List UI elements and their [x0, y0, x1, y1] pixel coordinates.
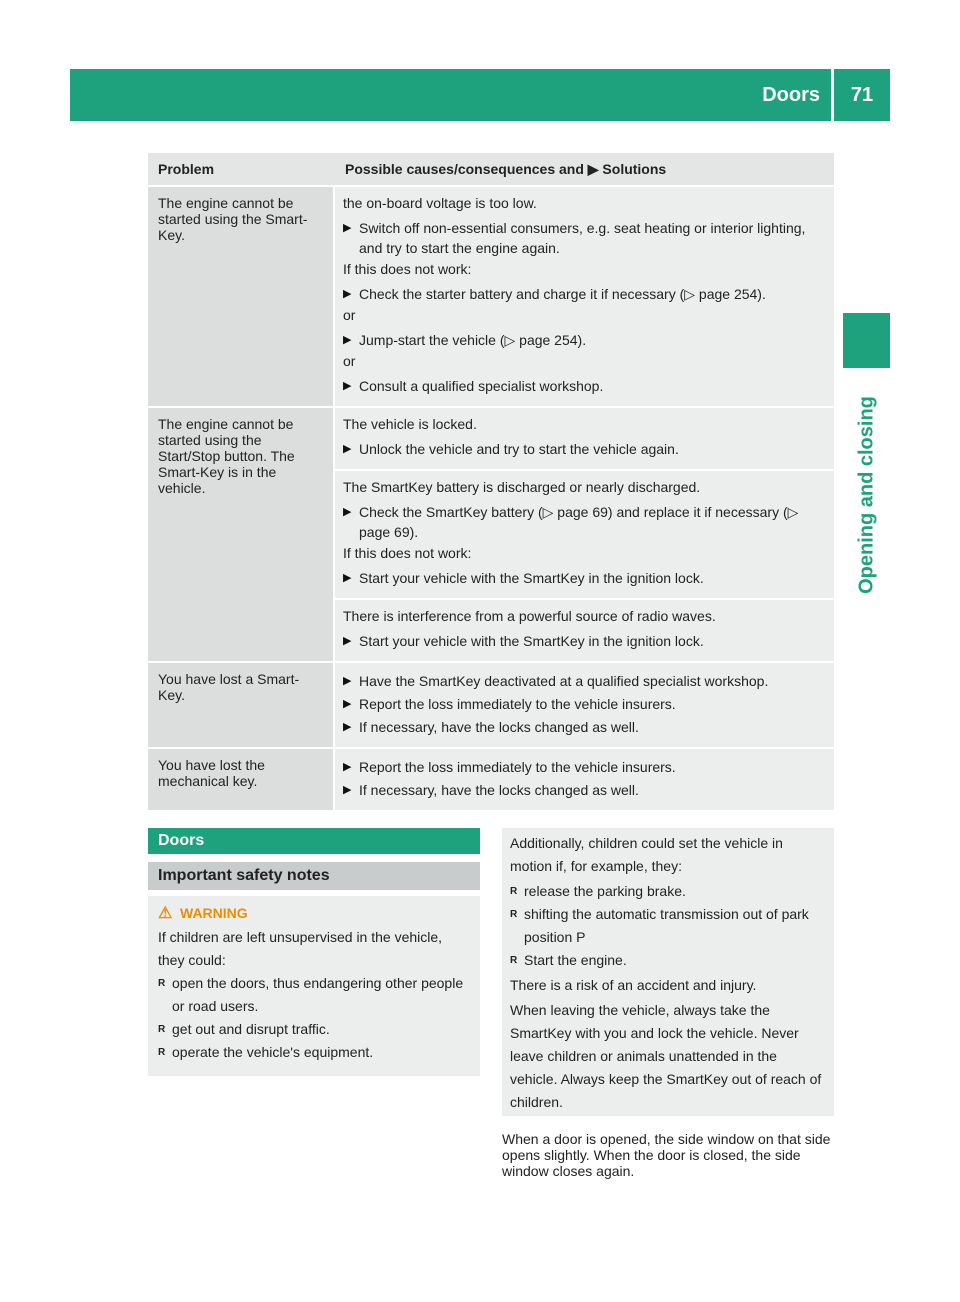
chapter-tab-label: Opening and closing — [855, 396, 877, 594]
step-arrow-icon: ▶ — [343, 761, 352, 773]
chapter-tab-marker — [843, 313, 890, 368]
cause-text: the on-board voltage is too low. — [343, 195, 537, 211]
list-item-text: Start the engine. — [524, 952, 627, 968]
cause-text: or — [343, 307, 356, 323]
step-arrow-icon: ▶ — [343, 635, 352, 647]
solution-cell — [335, 187, 834, 406]
problem-cell: The engine cannot be started using the Start/Stop button. The Smart-Key is in the vehicle. — [148, 408, 335, 661]
step-arrow-icon: ▶ — [343, 288, 352, 300]
step-arrow-icon: ▶ — [343, 721, 352, 733]
bullet-icon: R — [510, 886, 518, 897]
step-text: Report the loss immediately to the vehicle insurers. — [359, 696, 676, 712]
solution-step — [343, 376, 826, 396]
table-body — [148, 187, 834, 812]
list-item — [510, 949, 826, 972]
solution-step — [343, 502, 826, 542]
warning-bullet-list — [158, 972, 470, 1064]
solution-step — [343, 717, 826, 737]
solution-step — [343, 330, 826, 350]
solution-step — [343, 757, 826, 777]
step-text: Start your vehicle with the SmartKey in the ignition lock. — [359, 633, 704, 649]
warning-intro: If children are left unsupervised in the vehicle, they could: — [158, 929, 443, 968]
step-arrow-icon: ▶ — [343, 380, 352, 392]
cause-text: There is interference from a powerful source of radio waves. — [343, 608, 716, 624]
step-text: Jump-start the vehicle (▷ page 254). — [359, 332, 587, 348]
problem-cell: You have lost the mechanical key. — [148, 749, 335, 810]
solution-step — [343, 568, 826, 588]
cause-text: If this does not work: — [343, 545, 472, 561]
problem-cell: You have lost a Smart-Key. — [148, 663, 335, 747]
solution-cell — [335, 663, 834, 747]
step-arrow-icon: ▶ — [343, 698, 352, 710]
solution-step — [343, 694, 826, 714]
column-header-problem: Problem — [158, 161, 215, 177]
solutions-column — [335, 408, 834, 661]
list-item-text: get out and disrupt traffic. — [172, 1021, 330, 1037]
solution-step — [343, 631, 826, 651]
solution-cell — [335, 469, 834, 598]
bullet-icon: R — [510, 955, 518, 966]
table-header — [148, 153, 834, 187]
list-item-text: operate the vehicle's equipment. — [172, 1044, 374, 1060]
step-arrow-icon: ▶ — [343, 443, 352, 455]
step-text: Have the SmartKey deactivated at a qualified specialist workshop. — [359, 673, 769, 689]
solution-cell — [335, 408, 834, 469]
table-row — [148, 187, 834, 408]
child-safety-box — [502, 828, 834, 1116]
door-window-paragraph: When a door is opened, the side window on that side opens slightly. When the door is closed, the side window closes again. — [502, 1131, 831, 1179]
step-arrow-icon: ▶ — [343, 572, 352, 584]
problem-cell: The engine cannot be started using the Smart-Key. — [148, 187, 335, 406]
step-arrow-icon: ▶ — [343, 675, 352, 687]
list-item-text: release the parking brake. — [524, 883, 686, 899]
warning-triangle-icon: ⚠ — [158, 905, 173, 922]
section-heading-doors: Doors — [148, 828, 480, 854]
step-text: Check the SmartKey battery (▷ page 69) and replace it if necessary (▷ page 69). — [359, 504, 799, 540]
cause-text: If this does not work: — [343, 261, 472, 277]
risk-text: There is a risk of an accident and injury. — [510, 977, 757, 993]
bullet-icon: R — [158, 1024, 166, 1035]
step-text: Check the starter battery and charge it if necessary (▷ page 254). — [359, 286, 766, 302]
chapter-tab — [843, 375, 890, 615]
bullet-icon: R — [158, 1047, 166, 1058]
child-intro: Additionally, children could set the vehicle in motion if, for example, they: — [510, 835, 783, 874]
child-bullet-list — [510, 880, 826, 972]
step-text: Switch off non-essential consumers, e.g. seat heating or interior lighting, and try to start the engine again. — [359, 220, 806, 256]
solution-cell — [335, 749, 834, 810]
solutions-column — [335, 187, 834, 406]
list-item — [158, 972, 470, 1018]
warning-title — [158, 902, 470, 924]
step-text: If necessary, have the locks changed as well. — [359, 719, 639, 735]
leaving-text: When leaving the vehicle, always take the SmartKey with you and lock the vehicle. Never leave children or animals unattended in the vehicle. Always keep the SmartKey out of reach of children. — [510, 1002, 822, 1110]
step-arrow-icon: ▶ — [343, 784, 352, 796]
solution-step — [343, 284, 826, 304]
solutions-column — [335, 663, 834, 747]
bullet-icon: R — [158, 978, 166, 989]
list-item — [158, 1018, 470, 1041]
list-item — [510, 903, 826, 949]
page-number: 71 — [850, 83, 874, 106]
header-section-title: Doors — [762, 83, 820, 106]
subsection-heading-safety: Important safety notes — [148, 862, 480, 890]
step-text: Unlock the vehicle and try to start the vehicle again. — [359, 441, 679, 457]
list-item — [158, 1041, 470, 1064]
cause-text: The SmartKey battery is discharged or nearly discharged. — [343, 479, 701, 495]
step-arrow-icon: ▶ — [343, 334, 352, 346]
warning-label: WARNING — [180, 905, 248, 921]
cause-text: or — [343, 353, 356, 369]
step-arrow-icon: ▶ — [343, 506, 352, 518]
step-text: Consult a qualified specialist workshop. — [359, 378, 604, 394]
step-text: Start your vehicle with the SmartKey in the ignition lock. — [359, 570, 704, 586]
table-row — [148, 408, 834, 663]
solution-cell — [335, 598, 834, 661]
table-row — [148, 663, 834, 749]
step-text: If necessary, have the locks changed as well. — [359, 782, 639, 798]
solution-step — [343, 439, 826, 459]
cause-text: The vehicle is locked. — [343, 416, 477, 432]
list-item-text: shifting the automatic transmission out of park position P — [524, 906, 809, 945]
table-row — [148, 749, 834, 812]
list-item — [510, 880, 826, 903]
step-text: Report the loss immediately to the vehicle insurers. — [359, 759, 676, 775]
solution-step — [343, 218, 826, 258]
step-arrow-icon: ▶ — [343, 222, 352, 234]
solutions-column — [335, 749, 834, 810]
troubleshooting-table — [148, 153, 834, 812]
bullet-icon: R — [510, 909, 518, 920]
warning-box — [148, 896, 480, 1076]
solution-step — [343, 671, 826, 691]
column-header-solutions: Possible causes/consequences and ▶ Solutions — [345, 160, 667, 177]
solution-step — [343, 780, 826, 800]
list-item-text: open the doors, thus endangering other people or road users. — [172, 975, 464, 1014]
